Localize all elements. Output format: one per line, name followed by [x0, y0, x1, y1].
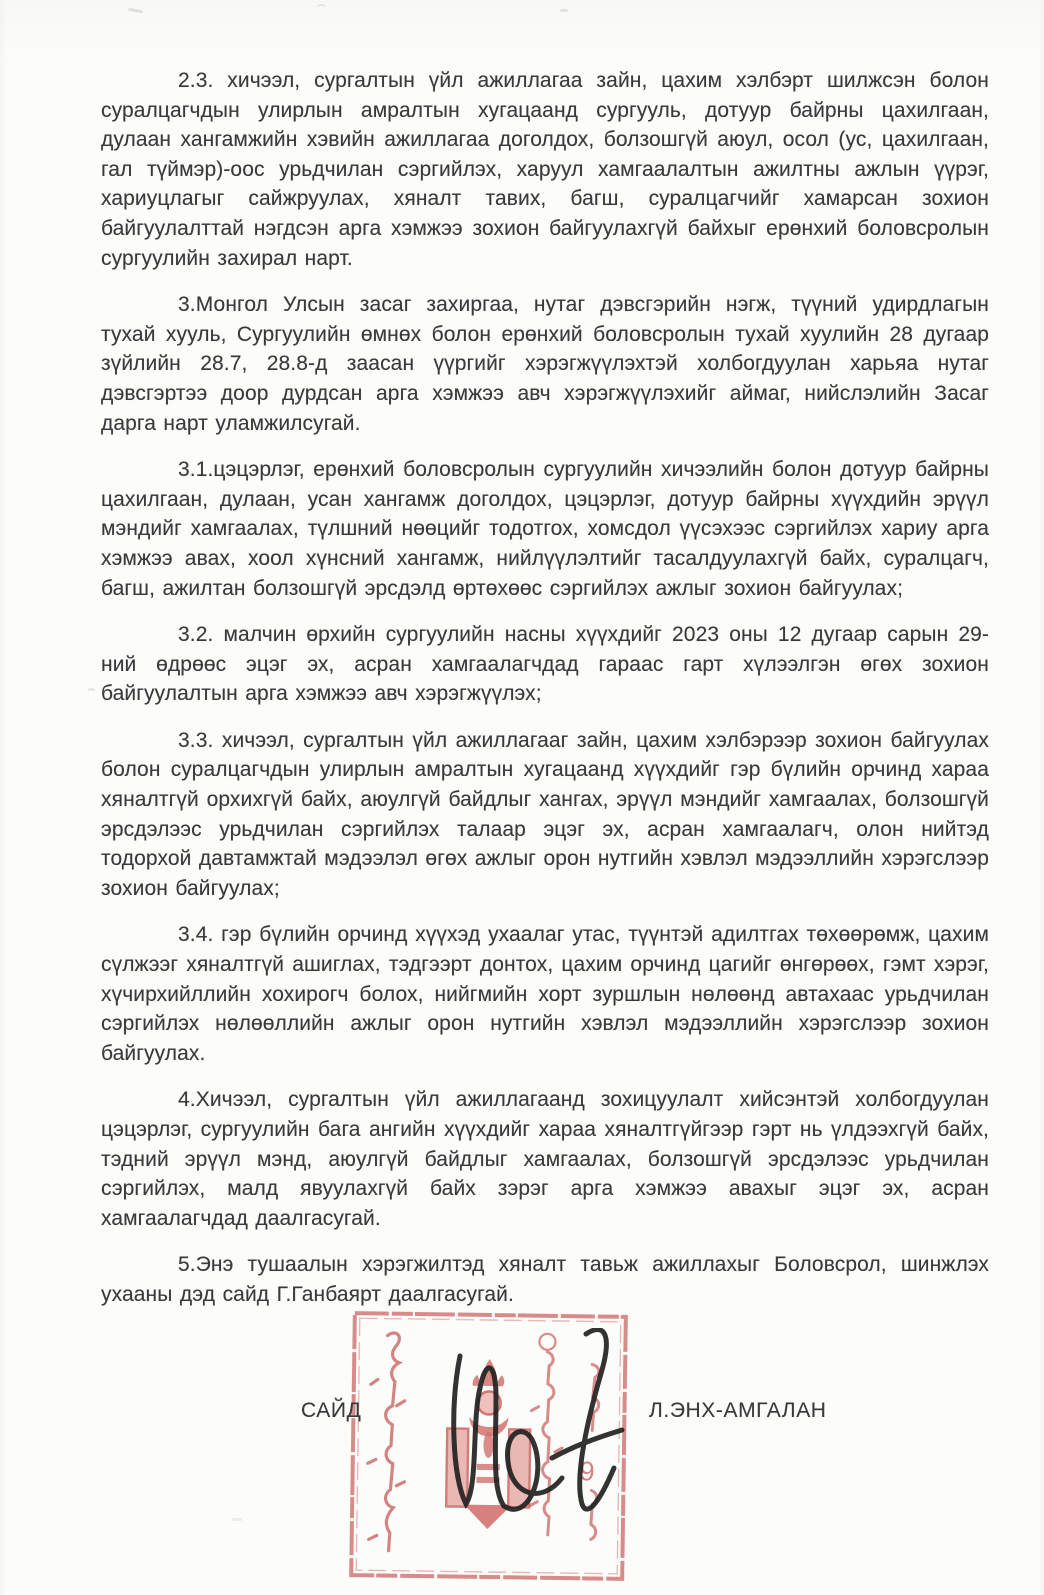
paragraph-3-3: 3.3. хичээл, сургалтын үйл ажиллагааг зайн, цахим хэлбэрээр зохион байгуулах болон суралцагчдын улирлын амралтын хугацаанд хүүхдийг гэр бүлийн орчинд хараа хяналтгүй орхихгүй байх, аюулгүй байдлыг хангах, эрүүл мэндийг хамгаалах, болзошгүй эрсдэлээс урьдчилан сэргийлэх талаар эцэг эх, асран хамгаалагч, олон нийтэд тодорхой давтамжтай мэдээлэл өгөх ажлыг орон нутгийн хэвлэл мэдээллийн хэрэгслээр зохион байгуулах;	[101, 728, 989, 900]
paragraph-3-4: 3.4. гэр бүлийн орчинд хүүхэд ухаалаг утас, түүнтэй адилтгах төхөөрөмж, цахим сүлжээг хяналтгүй ашиглах, тэдгээрт донтох, цахим орчинд цагийг өнгөрөөх, гэмт хэрэг, хүчирхийллийн хохирогч болох, нийгмийн хорт зуршлын нөлөөнд автахаас урьдчилан сэргийлэх нөлөөллийн ажлыг орон нутгийн хэвлэл мэдээллийн хэрэгслээр зохион байгуулах.	[101, 923, 989, 1065]
decree-body	[101, 66, 989, 1327]
scan-artifact	[560, 9, 568, 12]
paragraph-4: 4.Хичээл, сургалтын үйл ажиллагаанд зохицуулалт хийсэнтэй холбогдуулан цэцэрлэг, сургуулийн бага ангийн хүүхдийг хараа хяналтгүйгээр гэрт нь үлдээхгүй байх, тэдний эрүүл мэнд, аюулгүй байдлыг хамгаалах, болзошгүй эрсдэлээс урьдчилан сэргийлэх, малд явуулахгүй байх зэрэг арга хэмжээ авахыг эцэг эх, асран хамгаалагчдад даалгасугай.	[101, 1088, 989, 1230]
paragraph-5: 5.Энэ тушаалын хэрэгжилтэд хяналт тавьж ажиллахыг Боловсрол, шинжлэх ухааны дэд сайд Г.Ганбаярт даалгасугай.	[101, 1253, 989, 1306]
minister-name: Л.ЭНХ-АМГАЛАН	[649, 1399, 827, 1422]
stamp-script-left	[367, 1333, 407, 1551]
paragraph-3: 3.Монгол Улсын засаг захиргаа, нутаг дэвсгэрийн нэгж, түүний удирдлагын тухай хууль, Сургуулийн өмнөх болон ерөнхий боловсролын тухай хуулийн 28 дугаар зүйлийн 28.7, 28.8-д заасан үүргийг хэрэгжүүлэхтэй холбогдуулан харьяа нутаг дэвсгэртээ доор дурдсан арга хэмжээ авч хэрэгжүүлэхийг аймаг, нийслэлийн Засаг дарга нарт уламжилсугай.	[101, 293, 989, 435]
scan-artifact	[232, 1518, 242, 1521]
paragraph-3-1: 3.1.цэцэрлэг, ерөнхий боловсролын сургуулийн хичээлийн болон дотуур байрны цахилгаан, дулаан, усан хангамж доголдох, цэцэрлэг, дотуур байрны хүүхдийн эрүүл мэндийг хамгаалах, түлшний нөөцийг тодотгох, хомсдол үүсэхээс сэргийлэх хариу арга хэмжээ авах, хоол хүнсний хангамж, нийлүүлэлтийг тасалдуулахгүй байх, суралцагч, багш, ажилтан болзошгүй эрсдэлд өртөхөөс сэргийлэх ажлыг зохион байгуулах;	[101, 458, 989, 600]
minister-title: САЙД	[301, 1399, 362, 1422]
scan-artifact	[88, 688, 95, 691]
paragraph-2-3: 2.3. хичээл, сургалтын үйл ажиллагаа зайн, цахим хэлбэрт шилжсэн болон суралцагчдын улирлын амралтын хугацаанд сургууль, дотуур байрны цахилгаан, дулаан хангамжийн хэвийн ажиллагаа доголдох, болзошгүй аюул, осол (ус, цахилгаан, гал түймэр)-оос урьдчилан сэргийлэх, харуул хамгаалалтын ажилтны ажлын үүрэг, хариуцлагыг сайжруулах, хяналт тавих, багш, суралцагчийг хамарсан зохион байгуулалттай нэгдсэн арга хэмжээ зохион байгуулахгүй байхыг ерөнхий боловсролын сургуулийн захирал нарт.	[101, 69, 989, 270]
signature-scrawl	[438, 1328, 650, 1534]
stamp-digit: 9	[579, 1456, 595, 1487]
paragraph-3-2: 3.2. малчин өрхийн сургуулийн насны хүүхдийг 2023 оны 12 дугаар сарын 29-ний өдрөөс эцэг эх, асран хамгаалагчдад гараас гарт хүлээлгэн өгөх зохион байгуулалтын арга хэмжээ авч хэрэгжүүлэх;	[101, 623, 989, 706]
scan-artifact	[317, 4, 326, 11]
scan-artifact	[128, 8, 143, 14]
